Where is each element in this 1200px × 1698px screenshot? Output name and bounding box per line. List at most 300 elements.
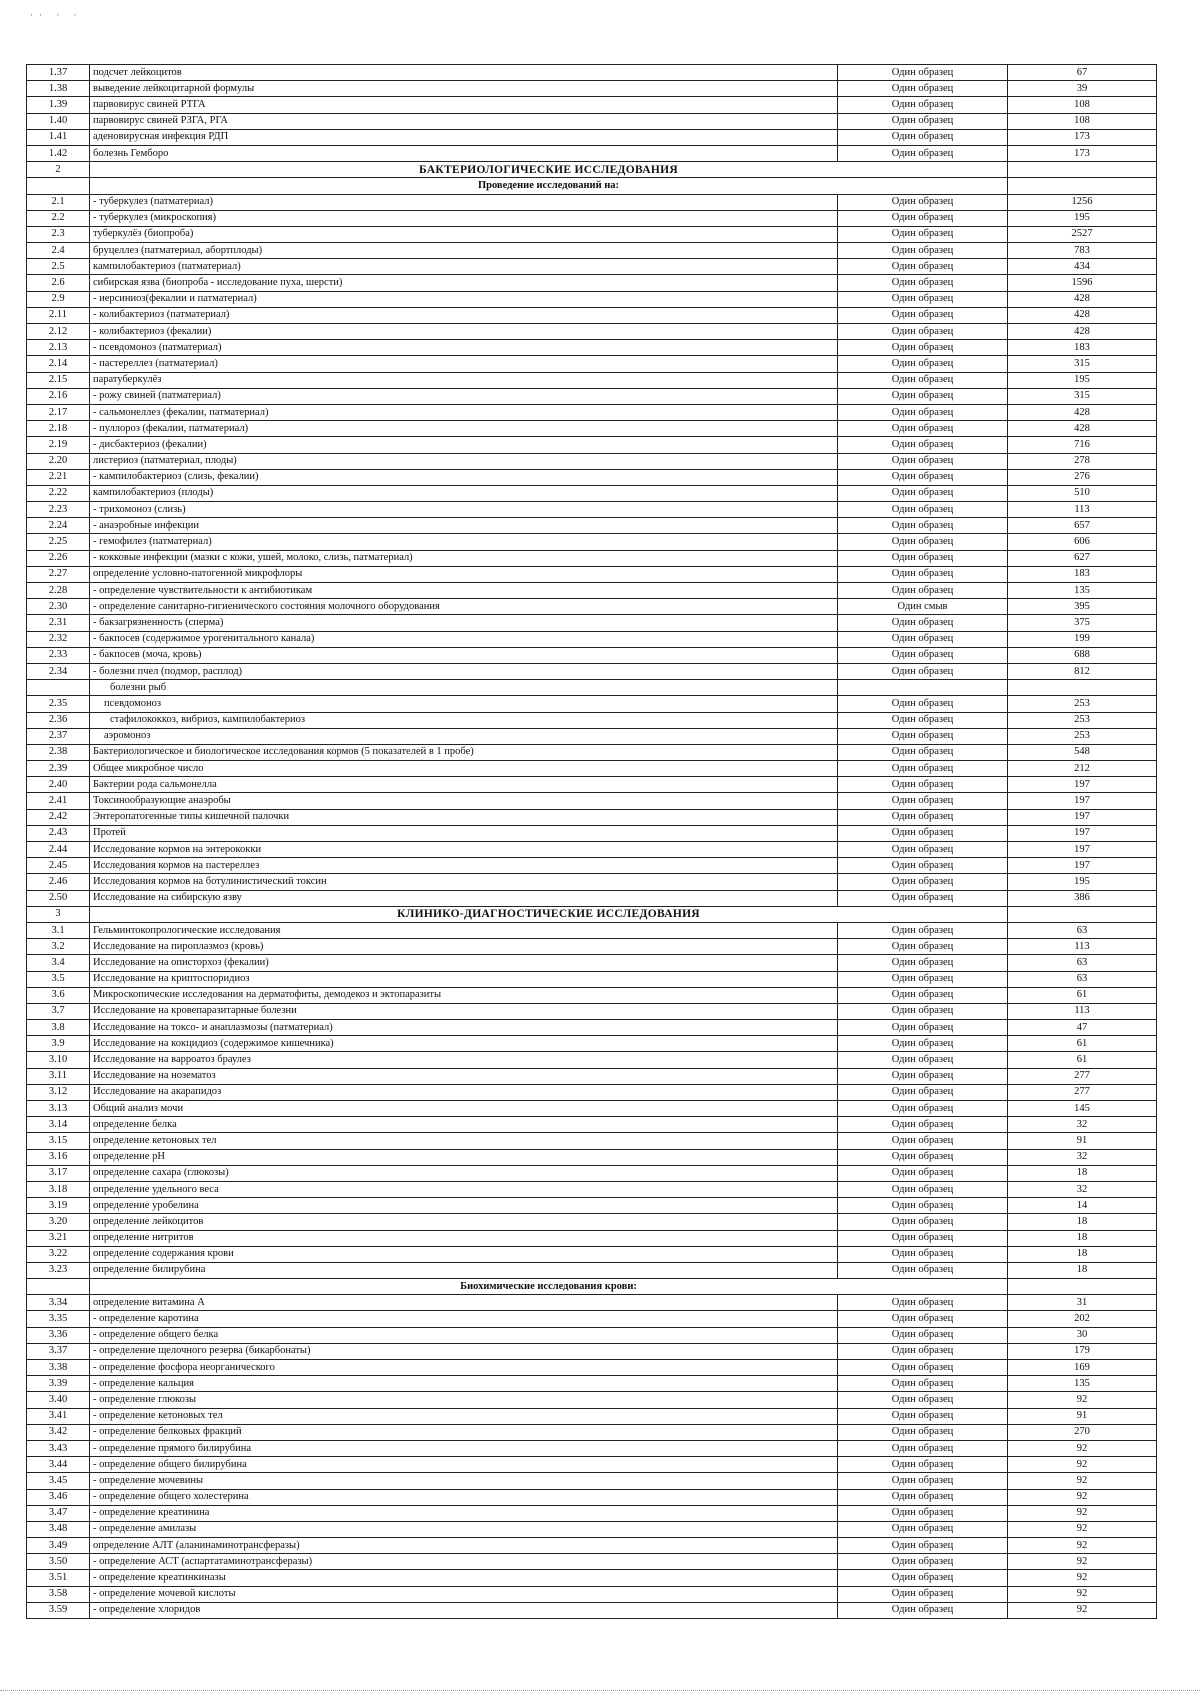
row-number: 2.20: [27, 453, 90, 469]
row-number: 2.6: [27, 275, 90, 291]
row-number: 3.16: [27, 1149, 90, 1165]
section-title: КЛИНИКО-ДИАГНОСТИЧЕСКИЕ ИССЛЕДОВАНИЯ: [90, 906, 1008, 922]
price-value: 386: [1008, 890, 1157, 906]
price-value: 92: [1008, 1570, 1157, 1586]
row-number: 2.39: [27, 761, 90, 777]
price-value: 179: [1008, 1343, 1157, 1359]
table-row: [27, 955, 1157, 971]
row-number: 3.9: [27, 1036, 90, 1052]
unit-of-measure: Один образец: [838, 696, 1008, 712]
table-row: [27, 566, 1157, 582]
unit-of-measure: Один образец: [838, 1360, 1008, 1376]
table-row: [27, 243, 1157, 259]
unit-of-measure: Один образец: [838, 1101, 1008, 1117]
service-name: Исследование на описторхоз (фекалии): [90, 955, 838, 971]
service-name: парвовирус свиней РТГА: [90, 97, 838, 113]
unit-of-measure: Один образец: [838, 1489, 1008, 1505]
table-row: [27, 1311, 1157, 1327]
row-number: 1.39: [27, 97, 90, 113]
unit-of-measure: Один образец: [838, 712, 1008, 728]
table-row: [27, 1101, 1157, 1117]
table-row: [27, 1327, 1157, 1343]
service-name: - определение каротина: [90, 1311, 838, 1327]
unit-of-measure: Один образец: [838, 259, 1008, 275]
table-row: [27, 1133, 1157, 1149]
price-value: 783: [1008, 243, 1157, 259]
row-number: 2.26: [27, 550, 90, 566]
table-row: [27, 663, 1157, 679]
table-row: [27, 453, 1157, 469]
price-value: 113: [1008, 939, 1157, 955]
service-name: - пастереллез (патматериал): [90, 356, 838, 372]
unit-of-measure: Один образец: [838, 129, 1008, 145]
table-row: [27, 275, 1157, 291]
table-row: [27, 1343, 1157, 1359]
row-number: 2.24: [27, 518, 90, 534]
row-number: 2.4: [27, 243, 90, 259]
service-name: - туберкулез (патматериал): [90, 194, 838, 210]
service-name: Общее микробное число: [90, 761, 838, 777]
table-row: [27, 744, 1157, 760]
unit-of-measure: Один образец: [838, 825, 1008, 841]
price-value: 428: [1008, 307, 1157, 323]
table-row: [27, 1473, 1157, 1489]
service-name: листериоз (патматериал, плоды): [90, 453, 838, 469]
row-number: 3.8: [27, 1020, 90, 1036]
price-value: 212: [1008, 761, 1157, 777]
row-number: 2.21: [27, 469, 90, 485]
price-value: 197: [1008, 842, 1157, 858]
table-row: [27, 939, 1157, 955]
service-name: - определение кальция: [90, 1376, 838, 1392]
unit-of-measure: Один образец: [838, 550, 1008, 566]
subsection-title: Проведение исследований на:: [90, 178, 1008, 194]
row-number: 3.40: [27, 1392, 90, 1408]
service-name: определение белка: [90, 1117, 838, 1133]
row-number: 2.11: [27, 307, 90, 323]
table-row: [27, 502, 1157, 518]
unit-of-measure: Один образец: [838, 97, 1008, 113]
row-number: 3.2: [27, 939, 90, 955]
unit-of-measure: Один образец: [838, 194, 1008, 210]
service-name: - определение щелочного резерва (бикарбонаты): [90, 1343, 838, 1359]
price-value: 91: [1008, 1133, 1157, 1149]
row-number: 3.23: [27, 1262, 90, 1278]
row-number: 3.22: [27, 1246, 90, 1262]
service-name: сибирская язва (биопроба - исследование пуха, шерсти): [90, 275, 838, 291]
price-value: 173: [1008, 145, 1157, 161]
service-name: подсчет лейкоцитов: [90, 65, 838, 81]
row-number: 2.14: [27, 356, 90, 372]
service-name: - определение мочевины: [90, 1473, 838, 1489]
row-number: 3.14: [27, 1117, 90, 1133]
price-value: 1256: [1008, 194, 1157, 210]
service-name: выведение лейкоцитарной формулы: [90, 81, 838, 97]
subsection-header-row: [27, 1279, 1157, 1295]
price-value: 606: [1008, 534, 1157, 550]
service-name: - определение кетоновых тел: [90, 1408, 838, 1424]
table-row: [27, 404, 1157, 420]
price-value: 145: [1008, 1101, 1157, 1117]
unit-of-measure: Один образец: [838, 1295, 1008, 1311]
service-name: Исследования кормов на пастереллез: [90, 858, 838, 874]
service-name: - бакпосев (содержимое урогенитального канала): [90, 631, 838, 647]
service-name: - определение общего билирубина: [90, 1457, 838, 1473]
unit-of-measure: Один образец: [838, 81, 1008, 97]
table-row: [27, 1392, 1157, 1408]
table-row: [27, 1521, 1157, 1537]
row-number: 2.12: [27, 324, 90, 340]
price-value: 253: [1008, 712, 1157, 728]
row-number: 3.46: [27, 1489, 90, 1505]
price-value: 18: [1008, 1262, 1157, 1278]
price-value: 61: [1008, 987, 1157, 1003]
unit-of-measure: Один образец: [838, 1376, 1008, 1392]
scan-artifact: ·· · ·: [30, 10, 83, 20]
table-row: [27, 647, 1157, 663]
price-value: 277: [1008, 1084, 1157, 1100]
unit-of-measure: Один образец: [838, 453, 1008, 469]
unit-of-measure: Один образец: [838, 485, 1008, 501]
price-value: 253: [1008, 728, 1157, 744]
unit-of-measure: Один образец: [838, 421, 1008, 437]
row-number: 2.1: [27, 194, 90, 210]
unit-of-measure: Один образец: [838, 955, 1008, 971]
unit-of-measure: Один образец: [838, 469, 1008, 485]
unit-of-measure: Один образец: [838, 1602, 1008, 1618]
row-number: [27, 680, 90, 696]
table-row: [27, 340, 1157, 356]
table-row: [27, 858, 1157, 874]
unit-of-measure: Один образец: [838, 1149, 1008, 1165]
row-number: 2.5: [27, 259, 90, 275]
service-name: - определение мочевой кислоты: [90, 1586, 838, 1602]
price-value: 195: [1008, 372, 1157, 388]
unit-of-measure: Один образец: [838, 1230, 1008, 1246]
price-value: 183: [1008, 340, 1157, 356]
row-number: 1.37: [27, 65, 90, 81]
row-number: 3.58: [27, 1586, 90, 1602]
table-row: [27, 1198, 1157, 1214]
table-row: [27, 97, 1157, 113]
row-number: 3.37: [27, 1343, 90, 1359]
unit-of-measure: Один образец: [838, 728, 1008, 744]
table-row: [27, 291, 1157, 307]
row-number: 2.23: [27, 502, 90, 518]
unit-of-measure: Один образец: [838, 210, 1008, 226]
table-row: [27, 1554, 1157, 1570]
row-number: 3.42: [27, 1424, 90, 1440]
table-row: [27, 1117, 1157, 1133]
service-name: - определение чувствительности к антибиотикам: [90, 583, 838, 599]
service-name: - анаэробные инфекции: [90, 518, 838, 534]
price-value: 657: [1008, 518, 1157, 534]
price-value: 32: [1008, 1117, 1157, 1133]
table-row: [27, 761, 1157, 777]
service-name: - колибактериоз (патматериал): [90, 307, 838, 323]
unit-of-measure: Один образец: [838, 226, 1008, 242]
price-value: 253: [1008, 696, 1157, 712]
price-value: 197: [1008, 809, 1157, 825]
table-row: [27, 1360, 1157, 1376]
row-number: 1.41: [27, 129, 90, 145]
price-value: 510: [1008, 485, 1157, 501]
price-value: 197: [1008, 825, 1157, 841]
price-value: 2527: [1008, 226, 1157, 242]
price-value: [1008, 680, 1157, 696]
price-value: 18: [1008, 1230, 1157, 1246]
unit-of-measure: Один образец: [838, 437, 1008, 453]
service-name: - определение амилазы: [90, 1521, 838, 1537]
row-number: 2.43: [27, 825, 90, 841]
table-row: [27, 1570, 1157, 1586]
row-number: 2.15: [27, 372, 90, 388]
unit-of-measure: Один образец: [838, 647, 1008, 663]
unit-of-measure: Один образец: [838, 874, 1008, 890]
unit-of-measure: Один образец: [838, 1117, 1008, 1133]
table-row: [27, 307, 1157, 323]
unit-of-measure: Один образец: [838, 356, 1008, 372]
unit-of-measure: Один образец: [838, 291, 1008, 307]
unit-of-measure: Один образец: [838, 922, 1008, 938]
unit-of-measure: Один образец: [838, 145, 1008, 161]
table-row: [27, 615, 1157, 631]
row-number: 2.2: [27, 210, 90, 226]
service-name: псевдомоноз: [90, 696, 838, 712]
unit-of-measure: Один образец: [838, 1003, 1008, 1019]
price-value: 63: [1008, 955, 1157, 971]
section-header-row: [27, 162, 1157, 178]
row-number: 1.42: [27, 145, 90, 161]
unit-of-measure: Один образец: [838, 1473, 1008, 1489]
service-name: - колибактериоз (фекалии): [90, 324, 838, 340]
row-number: 3.12: [27, 1084, 90, 1100]
table-row: [27, 113, 1157, 129]
row-number: 3.44: [27, 1457, 90, 1473]
price-value: 195: [1008, 874, 1157, 890]
price-value: 92: [1008, 1392, 1157, 1408]
unit-of-measure: Один образец: [838, 890, 1008, 906]
row-number: 1.40: [27, 113, 90, 129]
table-row: [27, 971, 1157, 987]
empty-cell: [1008, 162, 1157, 178]
unit-of-measure: Один образец: [838, 307, 1008, 323]
unit-of-measure: Один образец: [838, 1392, 1008, 1408]
unit-of-measure: Один образец: [838, 1538, 1008, 1554]
price-value: 32: [1008, 1181, 1157, 1197]
row-number: 3.50: [27, 1554, 90, 1570]
service-name: определение pH: [90, 1149, 838, 1165]
row-number: 2.27: [27, 566, 90, 582]
price-value: 63: [1008, 971, 1157, 987]
price-value: 92: [1008, 1538, 1157, 1554]
service-name: - туберкулез (микроскопия): [90, 210, 838, 226]
unit-of-measure: Один образец: [838, 518, 1008, 534]
row-number: 2.34: [27, 663, 90, 679]
price-value: 92: [1008, 1505, 1157, 1521]
row-number: 3.48: [27, 1521, 90, 1537]
unit-of-measure: Один образец: [838, 1457, 1008, 1473]
price-value: 63: [1008, 922, 1157, 938]
price-value: 92: [1008, 1457, 1157, 1473]
empty-cell: [1008, 178, 1157, 194]
price-value: 195: [1008, 210, 1157, 226]
price-value: 270: [1008, 1424, 1157, 1440]
table-row: [27, 1052, 1157, 1068]
row-number: 3.43: [27, 1440, 90, 1456]
row-number: 3.6: [27, 987, 90, 1003]
service-name: - определение общего холестерина: [90, 1489, 838, 1505]
table-row: [27, 129, 1157, 145]
row-number: 2.50: [27, 890, 90, 906]
unit-of-measure: Один образец: [838, 65, 1008, 81]
service-name: - определение хлоридов: [90, 1602, 838, 1618]
table-row: [27, 1214, 1157, 1230]
price-value: 548: [1008, 744, 1157, 760]
unit-of-measure: Один образец: [838, 566, 1008, 582]
unit-of-measure: Один образец: [838, 1068, 1008, 1084]
unit-of-measure: Один образец: [838, 388, 1008, 404]
price-value: 92: [1008, 1521, 1157, 1537]
price-value: 47: [1008, 1020, 1157, 1036]
row-number: 2.38: [27, 744, 90, 760]
empty-cell: [1008, 906, 1157, 922]
subsection-header-row: [27, 178, 1157, 194]
table-row: [27, 550, 1157, 566]
row-number: 3.18: [27, 1181, 90, 1197]
price-value: 173: [1008, 129, 1157, 145]
table-row: [27, 469, 1157, 485]
table-row: [27, 1408, 1157, 1424]
price-value: 92: [1008, 1554, 1157, 1570]
row-number: 3.59: [27, 1602, 90, 1618]
price-value: 92: [1008, 1489, 1157, 1505]
service-name: - определение креатинкиназы: [90, 1570, 838, 1586]
row-number: 2.41: [27, 793, 90, 809]
service-name: определение лейкоцитов: [90, 1214, 838, 1230]
table-row: [27, 324, 1157, 340]
table-row: [27, 922, 1157, 938]
table-row: [27, 1068, 1157, 1084]
service-name: определение билирубина: [90, 1262, 838, 1278]
table-row: [27, 728, 1157, 744]
row-number: 2.37: [27, 728, 90, 744]
empty-cell: [27, 178, 90, 194]
service-name: - кокковые инфекции (мазки с кожи, ушей, молоко, слизь, патматериал): [90, 550, 838, 566]
unit-of-measure: Один образец: [838, 404, 1008, 420]
unit-of-measure: Один образец: [838, 793, 1008, 809]
row-number: 2.19: [27, 437, 90, 453]
unit-of-measure: Один образец: [838, 1165, 1008, 1181]
unit-of-measure: Один образец: [838, 1554, 1008, 1570]
row-number: 2.17: [27, 404, 90, 420]
row-number: 2.35: [27, 696, 90, 712]
unit-of-measure: Один образец: [838, 809, 1008, 825]
section-title: БАКТЕРИОЛОГИЧЕСКИЕ ИССЛЕДОВАНИЯ: [90, 162, 1008, 178]
service-name: бруцеллез (патматериал, абортплоды): [90, 243, 838, 259]
row-number: 2.45: [27, 858, 90, 874]
service-name: - определение креатинина: [90, 1505, 838, 1521]
service-name: Токсинообразующие анаэробы: [90, 793, 838, 809]
price-value: 688: [1008, 647, 1157, 663]
price-value: 67: [1008, 65, 1157, 81]
table-row: [27, 583, 1157, 599]
service-name: - гемофилез (патматериал): [90, 534, 838, 550]
table-row: [27, 210, 1157, 226]
price-value: 108: [1008, 113, 1157, 129]
row-number: 3.45: [27, 1473, 90, 1489]
price-list-table: [26, 64, 1157, 1619]
row-number: 3.51: [27, 1570, 90, 1586]
service-name: определение АЛТ (аланинаминотрансферазы): [90, 1538, 838, 1554]
table-row: [27, 534, 1157, 550]
price-value: 92: [1008, 1473, 1157, 1489]
row-number: 3.38: [27, 1360, 90, 1376]
service-name: Бактерии рода сальмонелла: [90, 777, 838, 793]
unit-of-measure: Один образец: [838, 583, 1008, 599]
row-number: 3.39: [27, 1376, 90, 1392]
service-name: болезнь Гемборо: [90, 145, 838, 161]
table-row: [27, 194, 1157, 210]
table-row: [27, 1489, 1157, 1505]
price-value: 108: [1008, 97, 1157, 113]
table-row: [27, 599, 1157, 615]
table-row: [27, 65, 1157, 81]
service-name: - иерсиниоз(фекалии и патматериал): [90, 291, 838, 307]
price-value: 434: [1008, 259, 1157, 275]
service-name: Протей: [90, 825, 838, 841]
service-name: - кампилобактериоз (слизь, фекалии): [90, 469, 838, 485]
row-number: 2.3: [27, 226, 90, 242]
service-name: - рожу свиней (патматериал): [90, 388, 838, 404]
section-number: 3: [27, 906, 90, 922]
row-number: 2.42: [27, 809, 90, 825]
table-row: [27, 1262, 1157, 1278]
price-value: 277: [1008, 1068, 1157, 1084]
price-value: 18: [1008, 1246, 1157, 1262]
price-value: 18: [1008, 1214, 1157, 1230]
service-name: определение витамина А: [90, 1295, 838, 1311]
table-row: [27, 890, 1157, 906]
unit-of-measure: Один образец: [838, 1505, 1008, 1521]
service-name: Исследование на акарапидоз: [90, 1084, 838, 1100]
price-value: 428: [1008, 291, 1157, 307]
row-number: 2.32: [27, 631, 90, 647]
price-value: 14: [1008, 1198, 1157, 1214]
service-name: определение кетоновых тел: [90, 1133, 838, 1149]
service-name: аэромоноз: [90, 728, 838, 744]
price-value: 812: [1008, 663, 1157, 679]
row-number: 2.40: [27, 777, 90, 793]
row-number: 3.1: [27, 922, 90, 938]
table-row: [27, 1149, 1157, 1165]
empty-cell: [1008, 1279, 1157, 1295]
service-name: - бакзагрязненность (сперма): [90, 615, 838, 631]
service-name: - определение белковых фракций: [90, 1424, 838, 1440]
unit-of-measure: Один образец: [838, 987, 1008, 1003]
service-name: - определение глюкозы: [90, 1392, 838, 1408]
price-value: 627: [1008, 550, 1157, 566]
unit-of-measure: Один образец: [838, 1214, 1008, 1230]
table-row: [27, 696, 1157, 712]
unit-of-measure: Один образец: [838, 1020, 1008, 1036]
price-value: 197: [1008, 858, 1157, 874]
unit-of-measure: Один образец: [838, 744, 1008, 760]
unit-of-measure: Один образец: [838, 275, 1008, 291]
service-name: кампилобактериоз (плоды): [90, 485, 838, 501]
table-row: [27, 1295, 1157, 1311]
row-number: 3.10: [27, 1052, 90, 1068]
